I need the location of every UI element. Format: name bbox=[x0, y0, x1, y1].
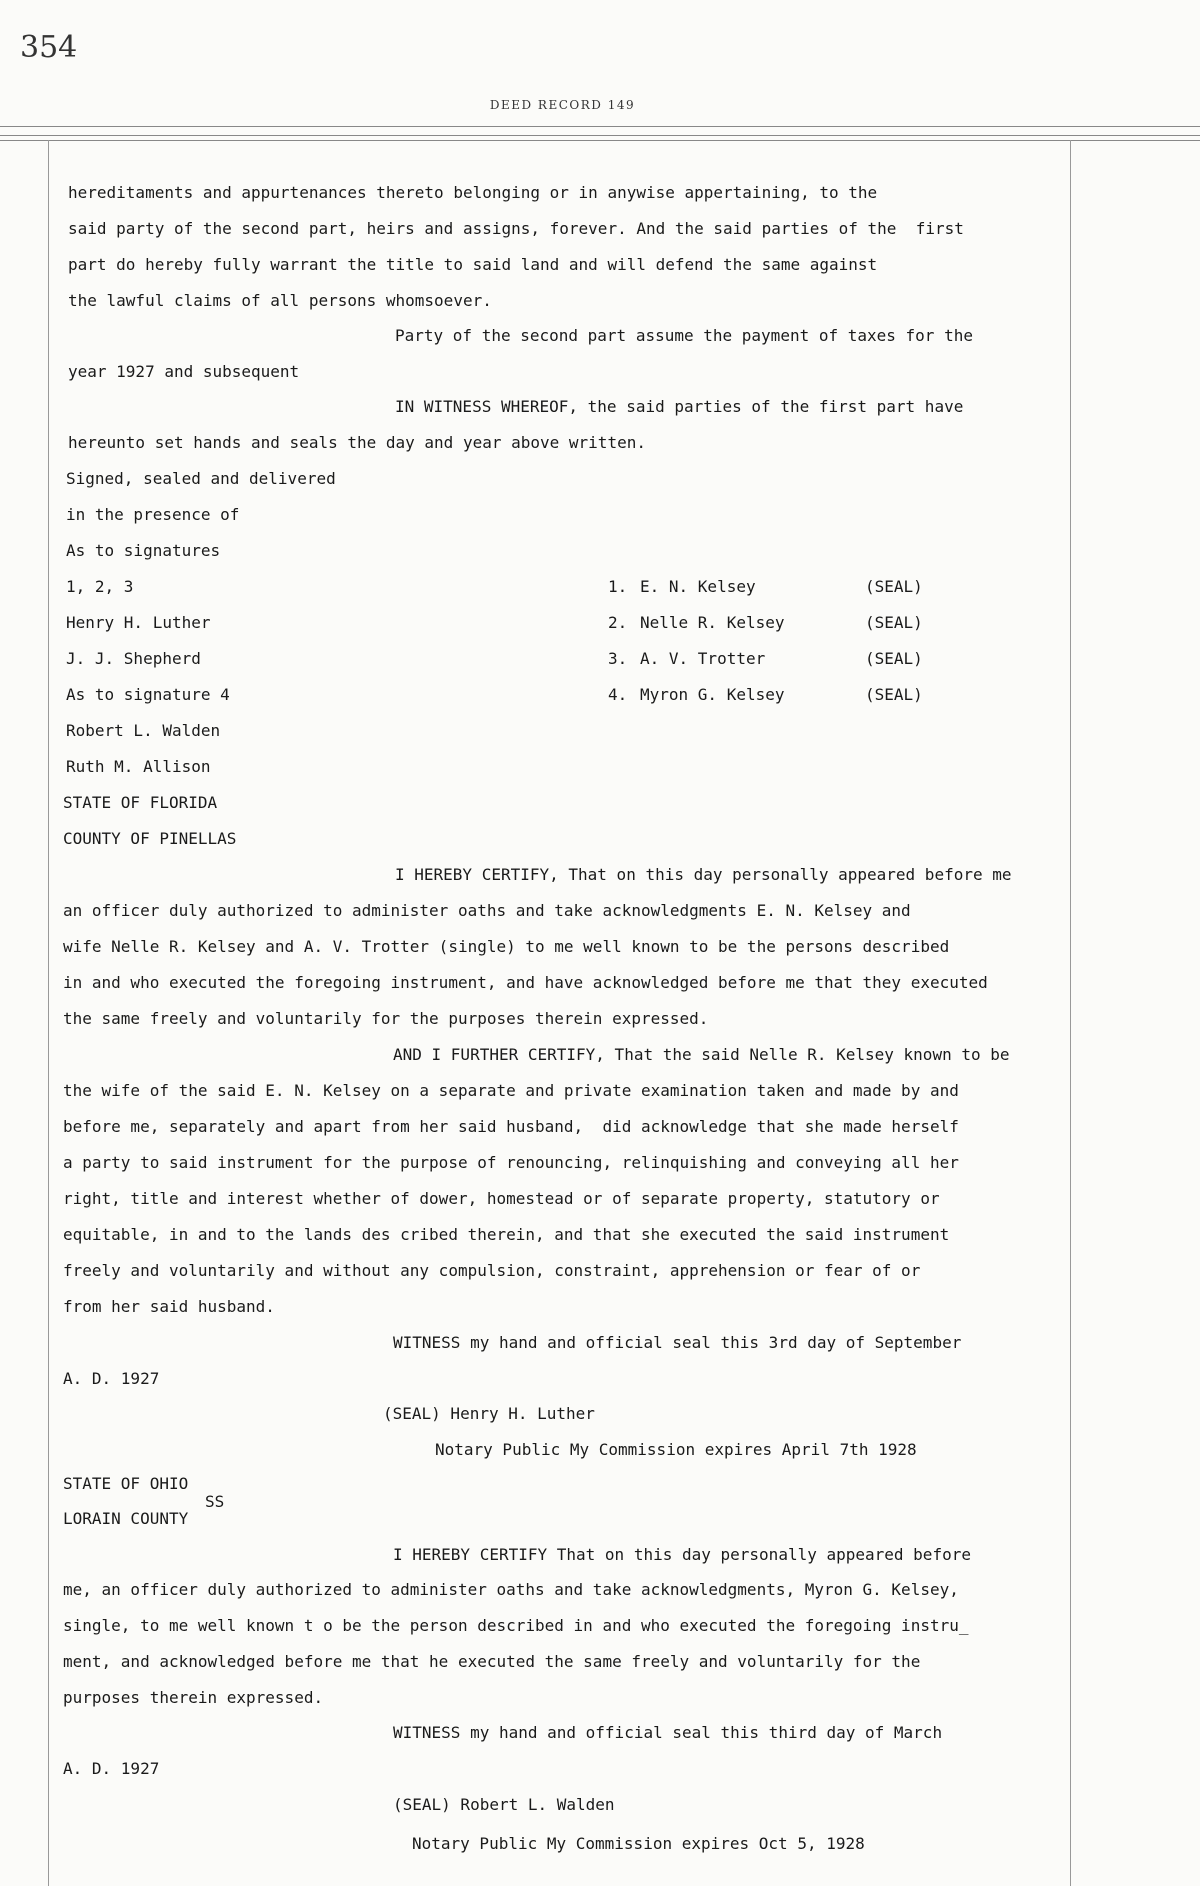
body-line: in and who executed the foregoing instrument, and have acknowledged before me that they executed bbox=[63, 973, 988, 992]
body-line: hereunto set hands and seals the day and year above written. bbox=[68, 433, 646, 452]
signer-seal: (SEAL) bbox=[865, 577, 923, 596]
notary-commission: Notary Public My Commission expires April 7th 1928 bbox=[435, 1440, 917, 1459]
body-line: the lawful claims of all persons whomsoever. bbox=[68, 291, 492, 310]
body-line: ment, and acknowledged before me that he executed the same freely and voluntarily for the bbox=[63, 1652, 921, 1671]
venue-ss: SS bbox=[205, 1492, 225, 1511]
body-line: said party of the second part, heirs and assigns, forever. And the said parties of the first bbox=[68, 219, 964, 238]
body-line: single, to me well known t o be the person described in and who executed the foregoing instru_ bbox=[63, 1616, 969, 1635]
witness-line: STATE OF FLORIDA bbox=[63, 793, 218, 812]
body-line: A. D. 1927 bbox=[63, 1369, 160, 1388]
witness-line: Robert L. Walden bbox=[66, 721, 221, 740]
witness-line: Signed, sealed and delivered bbox=[66, 469, 336, 488]
witness-line: As to signatures bbox=[66, 541, 221, 560]
body-line: before me, separately and apart from her said husband, did acknowledge that she made herself bbox=[63, 1117, 959, 1136]
body-line: part do hereby fully warrant the title to said land and will defend the same against bbox=[68, 255, 878, 274]
body-line: an officer duly authorized to administer oaths and take acknowledgments E. N. Kelsey and bbox=[63, 901, 911, 920]
signer-number: 1. bbox=[608, 577, 628, 596]
body-line: freely and voluntarily and without any compulsion, constraint, apprehension or fear of or bbox=[63, 1261, 921, 1280]
notary-commission: Notary Public My Commission expires Oct 5, 1928 bbox=[412, 1834, 865, 1853]
signer-number: 2. bbox=[608, 613, 628, 632]
body-line: a party to said instrument for the purpose of renouncing, relinquishing and conveying all her bbox=[63, 1153, 959, 1172]
signer-seal: (SEAL) bbox=[865, 685, 923, 704]
left-margin-rule bbox=[48, 140, 49, 1886]
page-number: 354 bbox=[20, 30, 78, 65]
witness-line: As to signature 4 bbox=[66, 685, 230, 704]
notary-signature: (SEAL) Robert L. Walden bbox=[393, 1795, 615, 1814]
venue-state: STATE OF OHIO bbox=[63, 1474, 189, 1493]
signer-name: A. V. Trotter bbox=[640, 649, 766, 668]
venue-county: LORAIN COUNTY bbox=[63, 1509, 189, 1528]
signer-seal: (SEAL) bbox=[865, 649, 923, 668]
body-line: I HEREBY CERTIFY That on this day personally appeared before bbox=[393, 1545, 971, 1564]
body-line: WITNESS my hand and official seal this 3rd day of September bbox=[393, 1333, 962, 1352]
signer-number: 4. bbox=[608, 685, 628, 704]
signer-seal: (SEAL) bbox=[865, 613, 923, 632]
notary-signature: (SEAL) Henry H. Luther bbox=[383, 1404, 595, 1423]
body-line: IN WITNESS WHEREOF, the said parties of the first part have bbox=[395, 397, 964, 416]
body-line: me, an officer duly authorized to administer oaths and take acknowledgments, Myron G. Kelsey, bbox=[63, 1580, 959, 1599]
witness-line: 1, 2, 3 bbox=[66, 577, 134, 596]
body-line: the wife of the said E. N. Kelsey on a separate and private examination taken and made by and bbox=[63, 1081, 959, 1100]
body-line: Party of the second part assume the payment of taxes for the bbox=[395, 326, 973, 345]
body-line: equitable, in and to the lands des cribed therein, and that she executed the said instrument bbox=[63, 1225, 950, 1244]
witness-line: Ruth M. Allison bbox=[66, 757, 211, 776]
record-title: DEED RECORD 149 bbox=[489, 98, 636, 112]
body-line: wife Nelle R. Kelsey and A. V. Trotter (single) to me well known to be the persons described bbox=[63, 937, 950, 956]
body-line: WITNESS my hand and official seal this third day of March bbox=[393, 1723, 943, 1742]
body-line: purposes therein expressed. bbox=[63, 1688, 324, 1707]
body-line: year 1927 and subsequent bbox=[68, 362, 300, 381]
witness-line: J. J. Shepherd bbox=[66, 649, 201, 668]
right-margin-rule bbox=[1070, 140, 1071, 1886]
body-line: I HEREBY CERTIFY, That on this day personally appeared before me bbox=[395, 865, 1012, 884]
body-line: A. D. 1927 bbox=[63, 1759, 160, 1778]
witness-line: in the presence of bbox=[66, 505, 240, 524]
body-line: from her said husband. bbox=[63, 1297, 275, 1316]
header-rule-top bbox=[0, 126, 1200, 127]
witness-line: COUNTY OF PINELLAS bbox=[63, 829, 237, 848]
header-rule-bottom bbox=[0, 140, 1200, 141]
signer-number: 3. bbox=[608, 649, 628, 668]
body-line: the same freely and voluntarily for the purposes therein expressed. bbox=[63, 1009, 709, 1028]
body-line: right, title and interest whether of dower, homestead or of separate property, statutory or bbox=[63, 1189, 940, 1208]
body-line: hereditaments and appurtenances thereto belonging or in anywise appertaining, to the bbox=[68, 183, 878, 202]
signer-name: Myron G. Kelsey bbox=[640, 685, 785, 704]
body-line: AND I FURTHER CERTIFY, That the said Nelle R. Kelsey known to be bbox=[393, 1045, 1010, 1064]
signer-name: E. N. Kelsey bbox=[640, 577, 756, 596]
witness-line: Henry H. Luther bbox=[66, 613, 211, 632]
header-rule-mid bbox=[0, 135, 1200, 136]
signer-name: Nelle R. Kelsey bbox=[640, 613, 785, 632]
